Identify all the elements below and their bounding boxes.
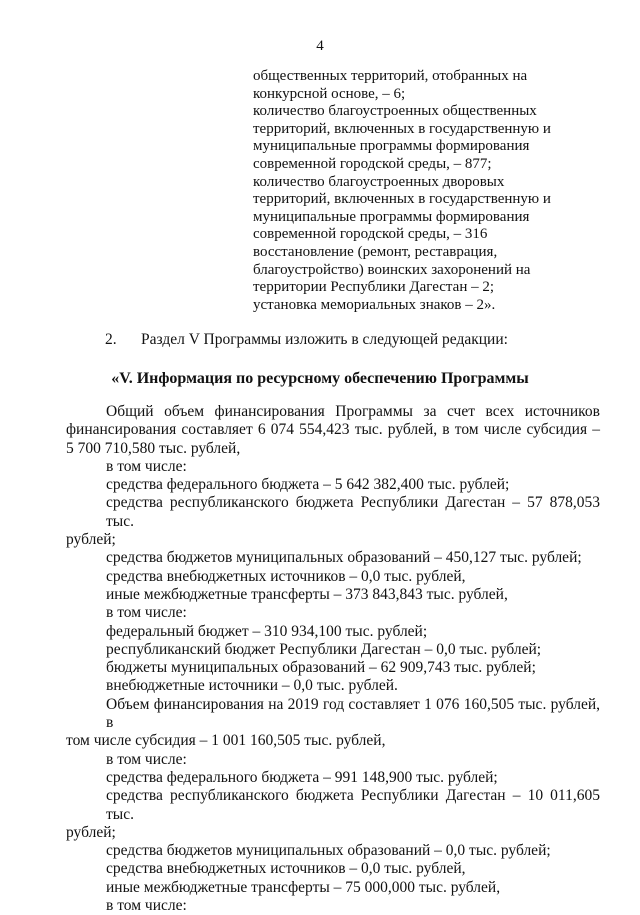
list-line: современной городской среды, – 316 — [253, 226, 488, 243]
list-line: конкурсной основе, – 6; — [253, 85, 406, 102]
list-line: территорий, включенных в государственную и — [253, 120, 551, 137]
paragraph-line: средства бюджетов муниципальных образований – 0,0 тыс. рублей; — [106, 842, 551, 860]
list-line: установка мемориальных знаков – 2». — [253, 296, 496, 313]
numbered-item-2 — [105, 331, 508, 349]
paragraph-line: бюджеты муниципальных образований – 62 909,743 тыс. рублей; — [106, 659, 536, 677]
paragraph-line: иные межбюджетные трансферты – 373 843,843 тыс. рублей, — [106, 585, 508, 603]
list-line: количество благоустроенных дворовых — [253, 173, 505, 190]
page-number: 4 — [316, 38, 324, 54]
paragraph-line: рублей; — [66, 823, 116, 841]
list-line: современной городской среды, – 877; — [253, 155, 492, 172]
section-body — [66, 403, 600, 915]
paragraph-line: финансирования составляет 6 074 554,423 тыс. рублей, в том числе субсидия – — [66, 421, 600, 439]
paragraph-line: средства республиканского бюджета Республики Дагестан – 10 011,605 тыс. — [106, 787, 600, 823]
paragraph-line: средства республиканского бюджета Республики Дагестан – 57 878,053 тыс. — [106, 494, 600, 530]
item-number: 2. — [105, 331, 117, 348]
item-text: Раздел V Программы изложить в следующей редакции: — [141, 331, 508, 348]
paragraph-line: том числе субсидия – 1 001 160,505 тыс. рублей, — [66, 732, 386, 750]
list-line: общественных территорий, отобранных на — [253, 68, 528, 84]
paragraph-line: средства бюджетов муниципальных образований – 450,127 тыс. рублей; — [106, 549, 582, 567]
list-line: благоустройство) воинских захоронений на — [253, 261, 531, 278]
list-line: муниципальные программы формирования — [253, 208, 530, 225]
paragraph-line: средства федерального бюджета – 5 642 382,400 тыс. рублей; — [106, 476, 510, 494]
paragraph-line: в том числе: — [106, 897, 187, 915]
paragraph-line: федеральный бюджет – 310 934,100 тыс. рублей; — [106, 622, 428, 640]
list-line: территории Республики Дагестан – 2; — [253, 279, 495, 296]
paragraph-line: рублей; — [66, 531, 116, 549]
paragraph-line: Объем финансирования на 2019 год составляет 1 076 160,505 тыс. рублей, в — [106, 695, 600, 732]
paragraph-line: республиканский бюджет Республики Дагестан – 0,0 тыс. рублей; — [106, 640, 542, 658]
paragraph-line: средства внебюджетных источников – 0,0 тыс. рублей, — [106, 567, 466, 585]
paragraph-line: средства федерального бюджета – 991 148,900 тыс. рублей; — [106, 768, 498, 786]
paragraph-line: в том числе: — [106, 457, 187, 475]
list-line: восстановление (ремонт, реставрация, — [253, 243, 498, 260]
paragraph-line: внебюджетные источники – 0,0 тыс. рублей. — [106, 677, 398, 695]
paragraph-line: в том числе: — [106, 604, 187, 622]
paragraph-line: иные межбюджетные трансферты – 75 000,000 тыс. рублей, — [106, 878, 501, 896]
list-line: муниципальные программы формирования — [253, 138, 530, 155]
paragraph-line: в том числе: — [106, 750, 187, 768]
list-line: территорий, включенных в государственную и — [253, 191, 551, 208]
paragraph-line: средства внебюджетных источников – 0,0 тыс. рублей, — [106, 860, 466, 878]
list-line: количество благоустроенных общественных — [253, 103, 537, 120]
section-heading: «V. Информация по ресурсному обеспечению Программы — [111, 370, 529, 387]
paragraph-line: Общий объем финансирования Программы за счет всех источников — [106, 403, 600, 420]
paragraph-line: 5 700 710,580 тыс. рублей, — [66, 439, 241, 457]
indicator-list-continuation — [253, 68, 573, 314]
